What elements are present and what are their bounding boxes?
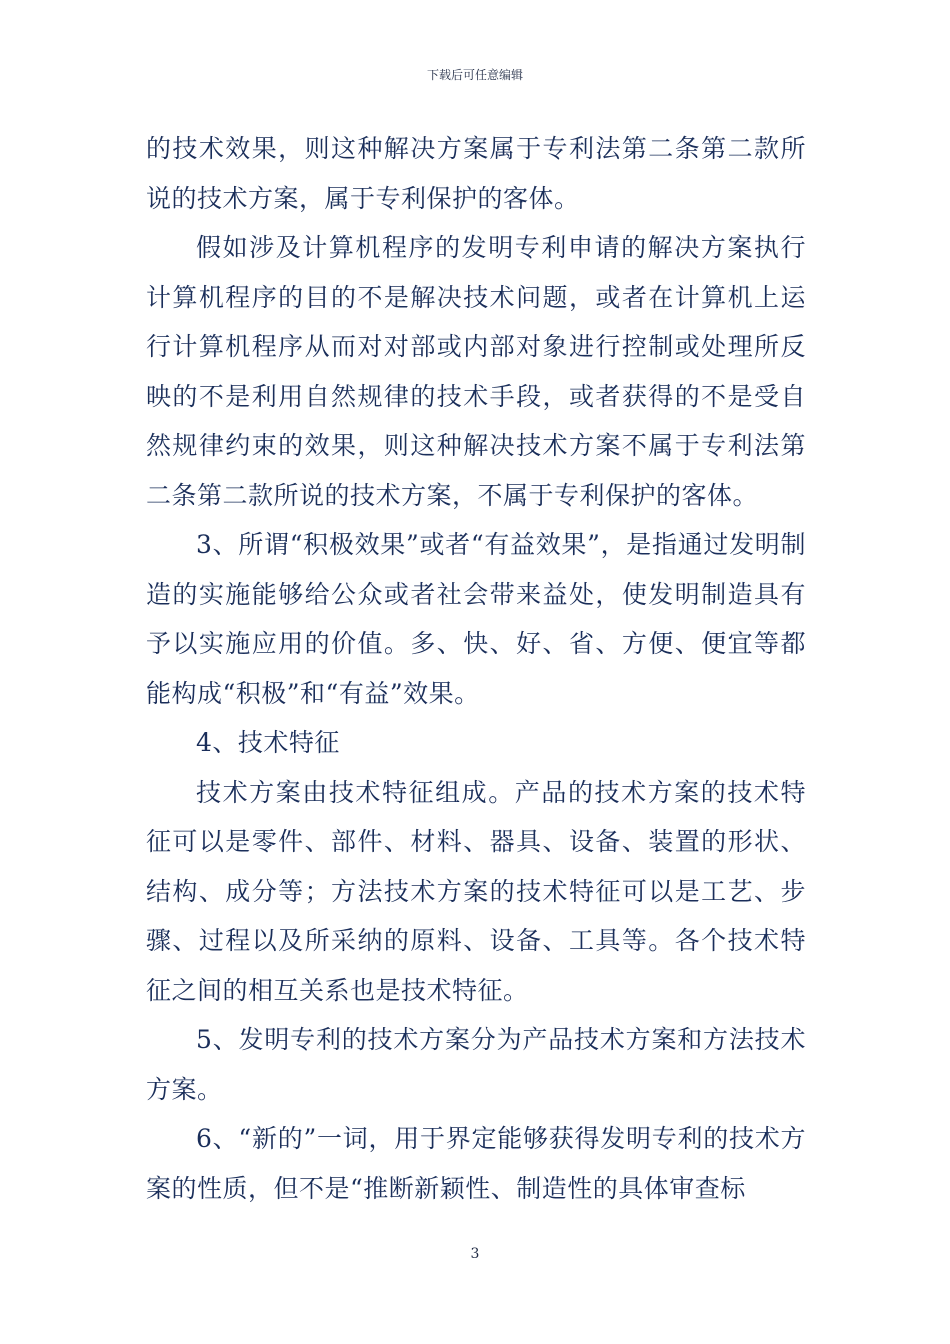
document-body [146,124,806,1213]
paragraph-continuation: 的技术效果，则这种解决方案属于专利法第二条第二款所说的技术方案，属于专利保护的客体。 [146,134,806,213]
paragraph-computer-program: 假如涉及计算机程序的发明专利申请的解决方案执行计算机程序的目的不是解决技术问题，或者在计算机上运行计算机程序从而对对部或内部对象进行控制或处理所反映的不是利用自然规律的技术手段，或者获得的不是受自然规律约束的效果，则这种解决技术方案不属于专利法第二条第二款所说的技术方案，不属于专利保护的客体。 [146,233,806,510]
page-header: 下载后可任意编辑 [426,68,523,82]
paragraph-solution-types: 5、发明专利的技术方案分为产品技术方案和方法技术方案。 [146,1025,806,1104]
paragraph-new-definition: 6、“新的”一词，用于界定能够获得发明专利的技术方案的性质，但不是“推断新颖性、制造性的具体审查标 [146,1124,806,1203]
paragraph-technical-features: 技术方案由技术特征组成。产品的技术方案的技术特征可以是零件、部件、材料、器具、设备、装置的形状、结构、成分等；方法技术方案的技术特征可以是工艺、步骤、过程以及所采纳的原料、设备、工具等。各个技术特征之间的相互关系也是技术特征。 [146,777,806,1005]
page-number: 3 [470,1246,480,1262]
paragraph-beneficial-effect: 3、所谓“积极效果”或者“有益效果”，是指通过发明制造的实施能够给公众或者社会带来益处，使发明制造具有予以实施应用的价值。多、快、好、省、方便、便宜等都能构成“积极”和“有益”效果。 [146,530,806,708]
heading-technical-features: 4、技术特征 [196,728,340,757]
